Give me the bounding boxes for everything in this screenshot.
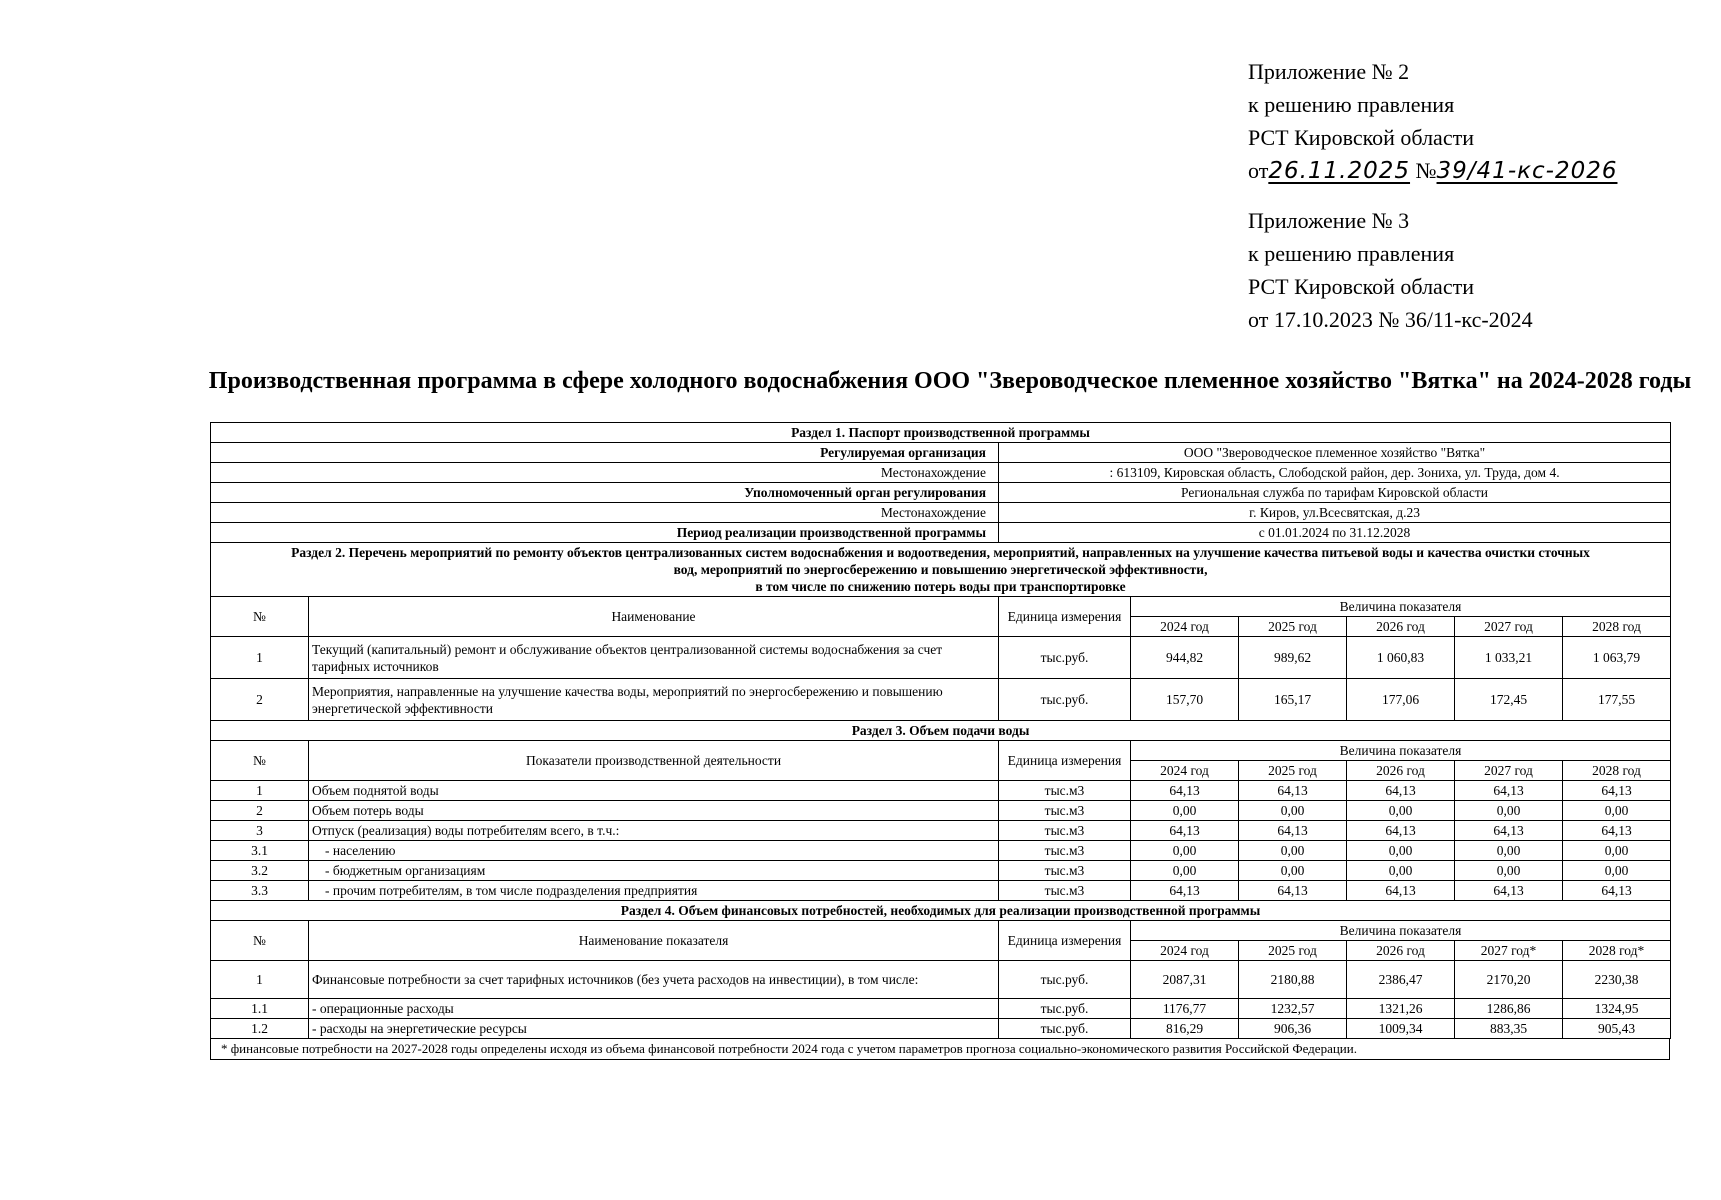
row-number: 1 (211, 781, 309, 801)
appendix-2-title: Приложение № 2 (1248, 59, 1410, 84)
passport-row (211, 463, 1671, 483)
year-header: 2026 год (1347, 617, 1455, 637)
row-value: 1176,77 (1131, 999, 1239, 1019)
row-value: 172,45 (1455, 679, 1563, 721)
column-value-header: Величина показателя (1131, 741, 1671, 761)
row-value: 2087,31 (1131, 961, 1239, 999)
row-value: 1 060,83 (1347, 637, 1455, 679)
row-number: 1 (211, 961, 309, 999)
passport-value: Региональная служба по тарифам Кировской области (999, 483, 1671, 503)
row-value: 2386,47 (1347, 961, 1455, 999)
appendix-3-title: Приложение № 3 (1248, 208, 1410, 233)
row-unit: тыс.м3 (999, 781, 1131, 801)
row-value: 64,13 (1239, 781, 1347, 801)
column-no-header: № (211, 597, 309, 637)
row-value: 883,35 (1455, 1019, 1563, 1039)
row-unit: тыс.руб. (999, 999, 1131, 1019)
section2-heading-line: вод, мероприятий по энергосбережению и повышению энергетической эффективности, (673, 562, 1208, 577)
row-value: 0,00 (1563, 841, 1671, 861)
passport-label: Уполномоченный орган регулирования (211, 483, 999, 503)
row-number: 3 (211, 821, 309, 841)
row-value: 0,00 (1347, 841, 1455, 861)
row-value: 1 063,79 (1563, 637, 1671, 679)
row-name: Отпуск (реализация) воды потребителям всего, в т.ч.: (309, 821, 999, 841)
row-name: - бюджетным организациям (309, 861, 999, 881)
year-header: 2024 год (1131, 617, 1239, 637)
section4-heading-line: Раздел 4. Объем финансовых потребностей, необходимых для реализации производственной программы (620, 903, 1261, 918)
row-value: 905,43 (1563, 1019, 1671, 1039)
passport-label: Период реализации производственной программы (211, 523, 999, 543)
row-number: 1.2 (211, 1019, 309, 1039)
passport-value: г. Киров, ул.Всесвятская, д.23 (999, 503, 1671, 523)
row-value: 1324,95 (1563, 999, 1671, 1019)
column-value-header: Величина показателя (1131, 921, 1671, 941)
row-number: 2 (211, 679, 309, 721)
row-value: 0,00 (1131, 861, 1239, 881)
row-number: 2 (211, 801, 309, 821)
footnote: * финансовые потребности на 2027-2028 годы определены исходя из объема финансовой потребности 2024 года с учетом параметров прогноза социально-экономического развития Российской Федерации. (210, 1039, 1670, 1060)
section2-column-header-row (211, 597, 1671, 617)
passport-label: Местонахождение (211, 463, 999, 483)
section3-column-header-row (211, 741, 1671, 761)
section4-column-header-row (211, 921, 1671, 941)
row-name: Объем поднятой воды (309, 781, 999, 801)
row-value: 64,13 (1131, 821, 1239, 841)
column-name-header: Наименование (309, 597, 999, 637)
row-value: 1232,57 (1239, 999, 1347, 1019)
row-value: 816,29 (1131, 1019, 1239, 1039)
row-value: 1321,26 (1347, 999, 1455, 1019)
row-unit: тыс.руб. (999, 679, 1131, 721)
appendix-3-block (1248, 204, 1533, 336)
year-header: 2026 год (1347, 941, 1455, 961)
row-value: 944,82 (1131, 637, 1239, 679)
section3-heading-line: Раздел 3. Объем подачи воды (851, 723, 1030, 738)
passport-value: ООО "Звероводческое племенное хозяйство "Вятка" (999, 443, 1671, 463)
table-row (211, 1019, 1671, 1039)
row-value: 64,13 (1347, 781, 1455, 801)
section-1-heading-row (211, 423, 1671, 443)
appendix-2-decision: к решению правления (1248, 92, 1455, 117)
row-value: 2170,20 (1455, 961, 1563, 999)
row-value: 0,00 (1239, 841, 1347, 861)
row-unit: тыс.м3 (999, 881, 1131, 901)
row-value: 64,13 (1563, 821, 1671, 841)
row-value: 64,13 (1239, 881, 1347, 901)
section2-heading-line: Раздел 2. Перечень мероприятий по ремонту объектов централизованных систем водоснабжения и водоотведения, мероприятий, направленных на улучшение качества питьевой воды и качества очистки сточных (291, 545, 1590, 560)
column-value-header: Величина показателя (1131, 597, 1671, 617)
column-unit-header: Единица измерения (999, 741, 1131, 781)
year-header: 2027 год* (1455, 941, 1563, 961)
section3-heading-row (211, 721, 1671, 741)
row-value: 0,00 (1455, 801, 1563, 821)
passport-row (211, 483, 1671, 503)
passport-value: : 613109, Кировская область, Слободской район, дер. Зониха, ул. Труда, дом 4. (999, 463, 1671, 483)
row-value: 0,00 (1347, 861, 1455, 881)
row-unit: тыс.руб. (999, 637, 1131, 679)
row-value: 1009,34 (1347, 1019, 1455, 1039)
year-header: 2026 год (1347, 761, 1455, 781)
row-value: 0,00 (1347, 801, 1455, 821)
row-value: 0,00 (1455, 861, 1563, 881)
row-value: 64,13 (1563, 781, 1671, 801)
section4-heading-row (211, 901, 1671, 921)
table-row (211, 841, 1671, 861)
row-value: 64,13 (1347, 821, 1455, 841)
column-unit-header: Единица измерения (999, 921, 1131, 961)
passport-label: Местонахождение (211, 503, 999, 523)
appendix-2-from-label: от (1248, 158, 1269, 183)
program-table-wrap (210, 422, 1670, 1060)
row-value: 64,13 (1563, 881, 1671, 901)
appendix-2-date-line (1248, 154, 1617, 188)
document-title: Производственная программа в сфере холодного водоснабжения ООО "Звероводческое племенное хозяйство "Вятка" на 2024-2028 годы (208, 368, 1692, 394)
row-value: 64,13 (1131, 781, 1239, 801)
row-number: 3.1 (211, 841, 309, 861)
year-header: 2028 год* (1563, 941, 1671, 961)
row-value: 2230,38 (1563, 961, 1671, 999)
table-row (211, 781, 1671, 801)
section2-heading-line: в том числе по снижению потерь воды при транспортировке (755, 579, 1126, 594)
row-unit: тыс.м3 (999, 841, 1131, 861)
row-value: 1286,86 (1455, 999, 1563, 1019)
row-name: Мероприятия, направленные на улучшение качества воды, мероприятий по энергосбережению и повышению энергетической эффективности (309, 679, 999, 721)
row-value: 0,00 (1131, 841, 1239, 861)
year-header: 2025 год (1239, 941, 1347, 961)
row-unit: тыс.м3 (999, 861, 1131, 881)
table-row (211, 801, 1671, 821)
year-header: 2028 год (1563, 761, 1671, 781)
table-row (211, 881, 1671, 901)
row-unit: тыс.руб. (999, 1019, 1131, 1039)
year-header: 2027 год (1455, 761, 1563, 781)
row-name: - населению (309, 841, 999, 861)
row-number: 3.2 (211, 861, 309, 881)
row-unit: тыс.м3 (999, 801, 1131, 821)
row-name: Финансовые потребности за счет тарифных источников (без учета расходов на инвестиции), в том числе: (309, 961, 999, 999)
table-row (211, 637, 1671, 679)
section3-heading (211, 721, 1671, 741)
program-table-body (211, 423, 1671, 1039)
row-unit: тыс.руб. (999, 961, 1131, 999)
row-value: 177,06 (1347, 679, 1455, 721)
row-name: Текущий (капитальный) ремонт и обслуживание объектов централизованной системы водоснабжения за счет тарифных источников (309, 637, 999, 679)
passport-value: с 01.01.2024 по 31.12.2028 (999, 523, 1671, 543)
row-value: 64,13 (1239, 821, 1347, 841)
row-number: 3.3 (211, 881, 309, 901)
row-value: 64,13 (1131, 881, 1239, 901)
row-value: 989,62 (1239, 637, 1347, 679)
row-number: 1.1 (211, 999, 309, 1019)
appendix-2-org: РСТ Кировской области (1248, 125, 1474, 150)
section-1-heading: Раздел 1. Паспорт производственной программы (211, 423, 1671, 443)
table-row (211, 821, 1671, 841)
row-value: 0,00 (1455, 841, 1563, 861)
row-value: 0,00 (1563, 801, 1671, 821)
passport-row (211, 503, 1671, 523)
table-row (211, 961, 1671, 999)
row-value: 64,13 (1455, 781, 1563, 801)
column-unit-header: Единица измерения (999, 597, 1131, 637)
row-name: - прочим потребителям, в том числе подразделения предприятия (309, 881, 999, 901)
passport-label: Регулируемая организация (211, 443, 999, 463)
year-header: 2025 год (1239, 761, 1347, 781)
column-no-header: № (211, 741, 309, 781)
row-value: 2180,88 (1239, 961, 1347, 999)
row-value: 0,00 (1239, 861, 1347, 881)
appendix-2-num-label: № (1415, 158, 1437, 183)
passport-row (211, 523, 1671, 543)
passport-row (211, 443, 1671, 463)
year-header: 2025 год (1239, 617, 1347, 637)
row-value: 177,55 (1563, 679, 1671, 721)
appendix-3-org: РСТ Кировской области (1248, 274, 1474, 299)
row-value: 157,70 (1131, 679, 1239, 721)
row-value: 0,00 (1563, 861, 1671, 881)
section2-heading (211, 543, 1671, 597)
table-row (211, 679, 1671, 721)
program-table (210, 422, 1671, 1039)
appendix-2-handwritten-date: 26.11.2025 (1268, 158, 1411, 184)
row-name: Объем потерь воды (309, 801, 999, 821)
appendix-3-decision: к решению правления (1248, 241, 1455, 266)
row-value: 1 033,21 (1455, 637, 1563, 679)
row-number: 1 (211, 637, 309, 679)
appendix-2-handwritten-number: 39/41-кс-2026 (1436, 158, 1618, 184)
table-row (211, 999, 1671, 1019)
row-name: - расходы на энергетические ресурсы (309, 1019, 999, 1039)
row-value: 64,13 (1455, 821, 1563, 841)
section2-heading-row (211, 543, 1671, 597)
row-unit: тыс.м3 (999, 821, 1131, 841)
year-header: 2028 год (1563, 617, 1671, 637)
column-name-header: Показатели производственной деятельности (309, 741, 999, 781)
row-value: 165,17 (1239, 679, 1347, 721)
appendix-3-date-line: от 17.10.2023 № 36/11-кс-2024 (1248, 307, 1533, 332)
row-name: - операционные расходы (309, 999, 999, 1019)
year-header: 2024 год (1131, 761, 1239, 781)
column-no-header: № (211, 921, 309, 961)
year-header: 2024 год (1131, 941, 1239, 961)
year-header: 2027 год (1455, 617, 1563, 637)
row-value: 0,00 (1239, 801, 1347, 821)
row-value: 906,36 (1239, 1019, 1347, 1039)
column-name-header: Наименование показателя (309, 921, 999, 961)
row-value: 64,13 (1347, 881, 1455, 901)
section4-heading (211, 901, 1671, 921)
row-value: 0,00 (1131, 801, 1239, 821)
row-value: 64,13 (1455, 881, 1563, 901)
appendix-2-block (1248, 55, 1617, 188)
table-row (211, 861, 1671, 881)
